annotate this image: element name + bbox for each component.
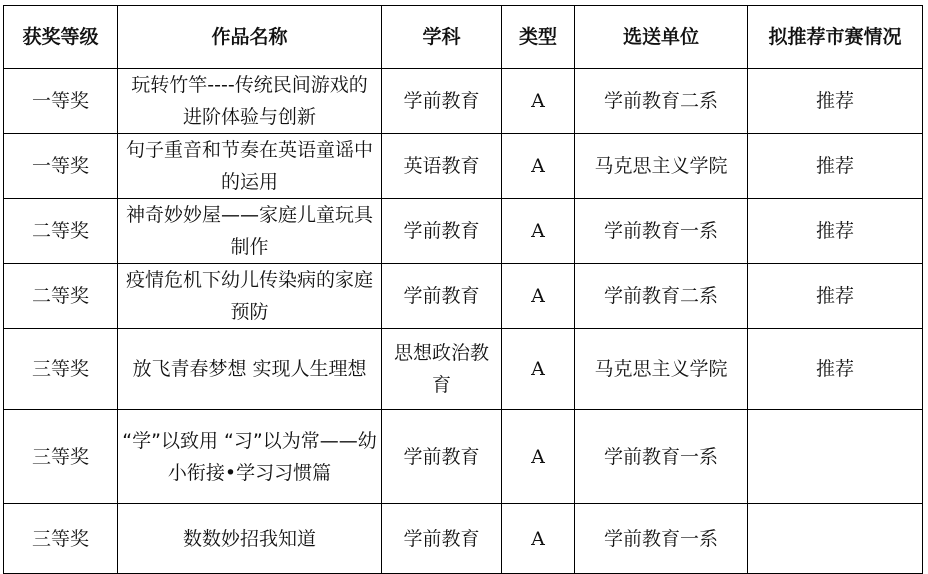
header-recommend: 拟推荐市赛情况 <box>748 6 923 69</box>
header-type: 类型 <box>502 6 575 69</box>
cell-unit: 学前教育一系 <box>575 410 748 504</box>
cell-type: A <box>502 504 575 574</box>
cell-work-title: 放飞青春梦想 实现人生理想 <box>118 329 382 410</box>
cell-subject: 学前教育 <box>382 69 502 134</box>
cell-award-level: 三等奖 <box>4 410 118 504</box>
cell-recommend: 推荐 <box>748 69 923 134</box>
table-row <box>4 504 923 574</box>
table-row <box>4 69 923 134</box>
cell-type: A <box>502 410 575 504</box>
cell-subject: 学前教育 <box>382 199 502 264</box>
table-row <box>4 329 923 410</box>
cell-recommend: 推荐 <box>748 199 923 264</box>
cell-award-level: 二等奖 <box>4 264 118 329</box>
cell-subject: 思想政治教育 <box>382 329 502 410</box>
table-row <box>4 134 923 199</box>
cell-type: A <box>502 69 575 134</box>
cell-subject: 学前教育 <box>382 264 502 329</box>
cell-work-title: “学”以致用 “习”以为常——幼小衔接•学习习惯篇 <box>118 410 382 504</box>
cell-work-title: 句子重音和节奏在英语童谣中的运用 <box>118 134 382 199</box>
cell-work-title: 神奇妙妙屋——家庭儿童玩具制作 <box>118 199 382 264</box>
table-row <box>4 264 923 329</box>
header-award-level: 获奖等级 <box>4 6 118 69</box>
cell-award-level: 一等奖 <box>4 69 118 134</box>
cell-award-level: 三等奖 <box>4 504 118 574</box>
cell-unit: 学前教育二系 <box>575 69 748 134</box>
cell-unit: 学前教育一系 <box>575 199 748 264</box>
cell-subject: 学前教育 <box>382 504 502 574</box>
cell-unit: 马克思主义学院 <box>575 329 748 410</box>
cell-work-title: 数数妙招我知道 <box>118 504 382 574</box>
cell-recommend: 推荐 <box>748 264 923 329</box>
cell-unit: 学前教育二系 <box>575 264 748 329</box>
cell-recommend <box>748 504 923 574</box>
cell-unit: 马克思主义学院 <box>575 134 748 199</box>
cell-type: A <box>502 329 575 410</box>
cell-unit: 学前教育一系 <box>575 504 748 574</box>
cell-type: A <box>502 264 575 329</box>
header-unit: 选送单位 <box>575 6 748 69</box>
cell-work-title: 疫情危机下幼儿传染病的家庭预防 <box>118 264 382 329</box>
cell-type: A <box>502 134 575 199</box>
awards-table <box>3 5 923 574</box>
cell-award-level: 一等奖 <box>4 134 118 199</box>
cell-recommend <box>748 410 923 504</box>
cell-work-title: 玩转竹竿----传统民间游戏的进阶体验与创新 <box>118 69 382 134</box>
table-row <box>4 410 923 504</box>
header-work-title: 作品名称 <box>118 6 382 69</box>
cell-award-level: 三等奖 <box>4 329 118 410</box>
header-row <box>4 6 923 69</box>
cell-subject: 学前教育 <box>382 410 502 504</box>
cell-recommend: 推荐 <box>748 134 923 199</box>
table-row <box>4 199 923 264</box>
cell-type: A <box>502 199 575 264</box>
header-subject: 学科 <box>382 6 502 69</box>
cell-subject: 英语教育 <box>382 134 502 199</box>
cell-recommend: 推荐 <box>748 329 923 410</box>
cell-award-level: 二等奖 <box>4 199 118 264</box>
